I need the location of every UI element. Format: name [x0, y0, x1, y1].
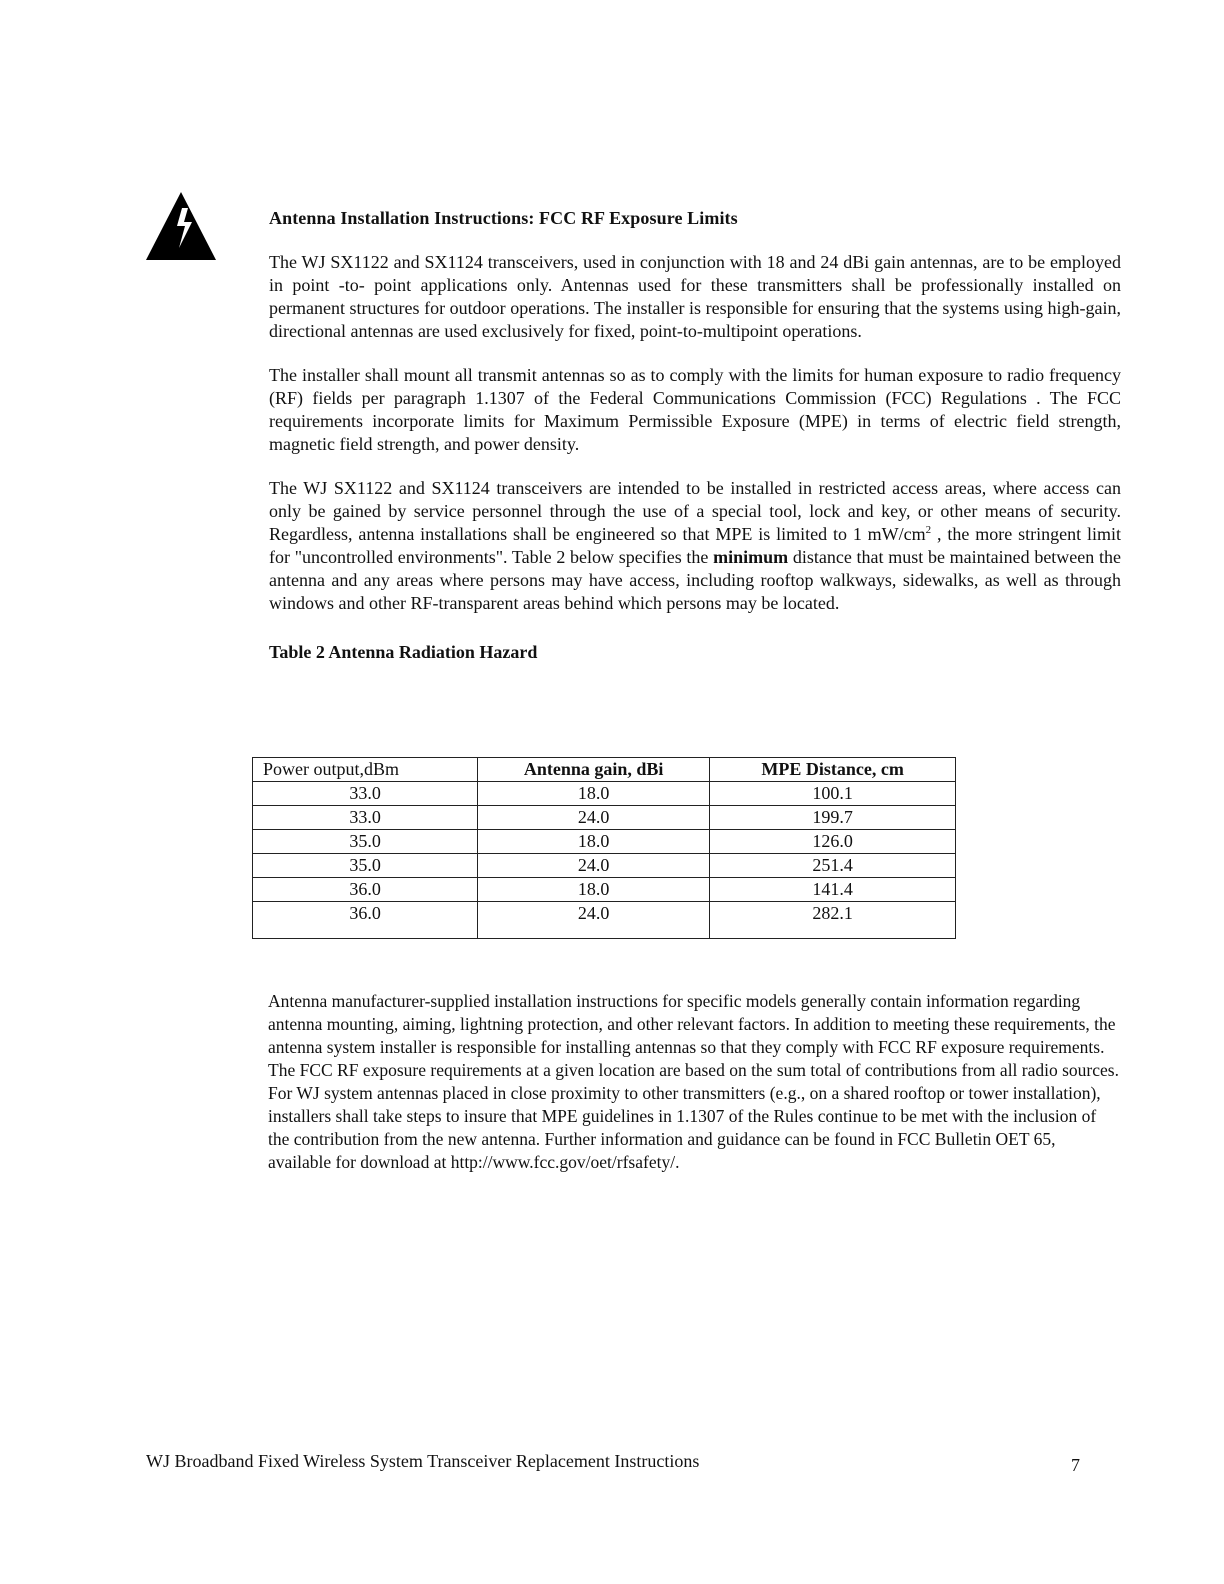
table-header-row: [253, 758, 956, 782]
cell-gain: 24.0: [478, 806, 710, 830]
paragraph-4: Antenna manufacturer-supplied installation instructions for specific models generally contain information regarding antenna mounting, aiming, lightning protection, and other relevant factors. In addition to meeting these requirements, the antenna system installer is responsible for installing antennas so that they comply with FCC RF exposure requirements. The FCC RF exposure requirements at a given location are based on the sum total of contributions from all radio sources. For WJ system antennas placed in close proximity to other transmitters (e.g., on a shared rooftop or tower installation), installers shall take steps to insure that MPE guidelines in 1.1307 of the Rules continue to be met with the inclusion of the contribution from the new antenna. Further information and guidance can be found in FCC Bulletin OET 65, available for download at http://www.fcc.gov/oet/rfsafety/.: [268, 991, 1119, 1172]
cell-power: 36.0: [253, 902, 478, 939]
cell-distance: 100.1: [710, 782, 956, 806]
cell-distance: 199.7: [710, 806, 956, 830]
paragraph-3-part3: distance that must be maintained between the antenna and any areas where persons may have access, including rooftop walkways, sidewalks, as well as through windows and other RF-transparent areas behind which persons may be located.: [269, 547, 1121, 613]
main-content: [269, 208, 1121, 686]
paragraph-1: The WJ SX1122 and SX1124 transceivers, used in conjunction with 18 and 24 dBi gain antennas, are to be employed in point -to- point applications only. Antennas used for these transmitters shall be professionally installed on permanent structures for outdoor operations. The installer is responsible for ensuring that the systems using high-gain, directional antennas are used exclusively for fixed, point-to-multipoint operations.: [269, 252, 1121, 341]
paragraph-2: The installer shall mount all transmit antennas so as to comply with the limits for human exposure to radio frequency (RF) fields per paragraph 1.1307 of the Federal Communications Commission (FCC) Regulations . The FCC requirements incorporate limits for Maximum Permissible Exposure (MPE) in terms of electric field strength, magnetic field strength, and power density.: [269, 365, 1121, 454]
warning-triangle-lightning-icon: [144, 190, 218, 262]
cell-gain: 18.0: [478, 782, 710, 806]
table-row: [253, 830, 956, 854]
table-row: [253, 878, 956, 902]
superscript: 2: [925, 524, 932, 536]
cell-gain: 24.0: [478, 902, 710, 939]
table-row: [253, 806, 956, 830]
footer-title: WJ Broadband Fixed Wireless System Transceiver Replacement Instructions: [146, 1451, 700, 1471]
table-row: [253, 782, 956, 806]
header-mpe-distance: MPE Distance, cm: [710, 758, 956, 782]
header-antenna-gain: Antenna gain, dBi: [478, 758, 710, 782]
header-power-output: Power output,dBm: [253, 758, 478, 782]
table-title: Table 2 Antenna Radiation Hazard: [269, 642, 538, 662]
cell-gain: 18.0: [478, 878, 710, 902]
cell-power: 36.0: [253, 878, 478, 902]
table-row: [253, 902, 956, 939]
page-number: 7: [1071, 1455, 1080, 1475]
section-heading: Antenna Installation Instructions: FCC RF Exposure Limits: [269, 208, 738, 228]
cell-gain: 18.0: [478, 830, 710, 854]
cell-distance: 282.1: [710, 902, 956, 939]
radiation-hazard-table: [252, 757, 956, 939]
paragraph-3-part2: , the more stringent limit for "uncontrolled environments". Table 2 below specifies the: [269, 524, 1121, 567]
cell-power: 35.0: [253, 854, 478, 878]
table-row: [253, 854, 956, 878]
cell-power: 35.0: [253, 830, 478, 854]
closing-section: [268, 990, 1120, 1195]
paragraph-3-part1: The WJ SX1122 and SX1124 transceivers are intended to be installed in restricted access areas, where access can only be gained by service personnel through the use of a special tool, lock and key, or other means of security. Regardless, antenna installations shall be engineered so that MPE is limited to 1 mW/cm: [269, 478, 1121, 544]
cell-power: 33.0: [253, 782, 478, 806]
emphasis-minimum: minimum: [713, 547, 789, 567]
cell-distance: 141.4: [710, 878, 956, 902]
cell-distance: 251.4: [710, 854, 956, 878]
cell-distance: 126.0: [710, 830, 956, 854]
cell-gain: 24.0: [478, 854, 710, 878]
cell-power: 33.0: [253, 806, 478, 830]
paragraph-3: [269, 477, 1121, 615]
